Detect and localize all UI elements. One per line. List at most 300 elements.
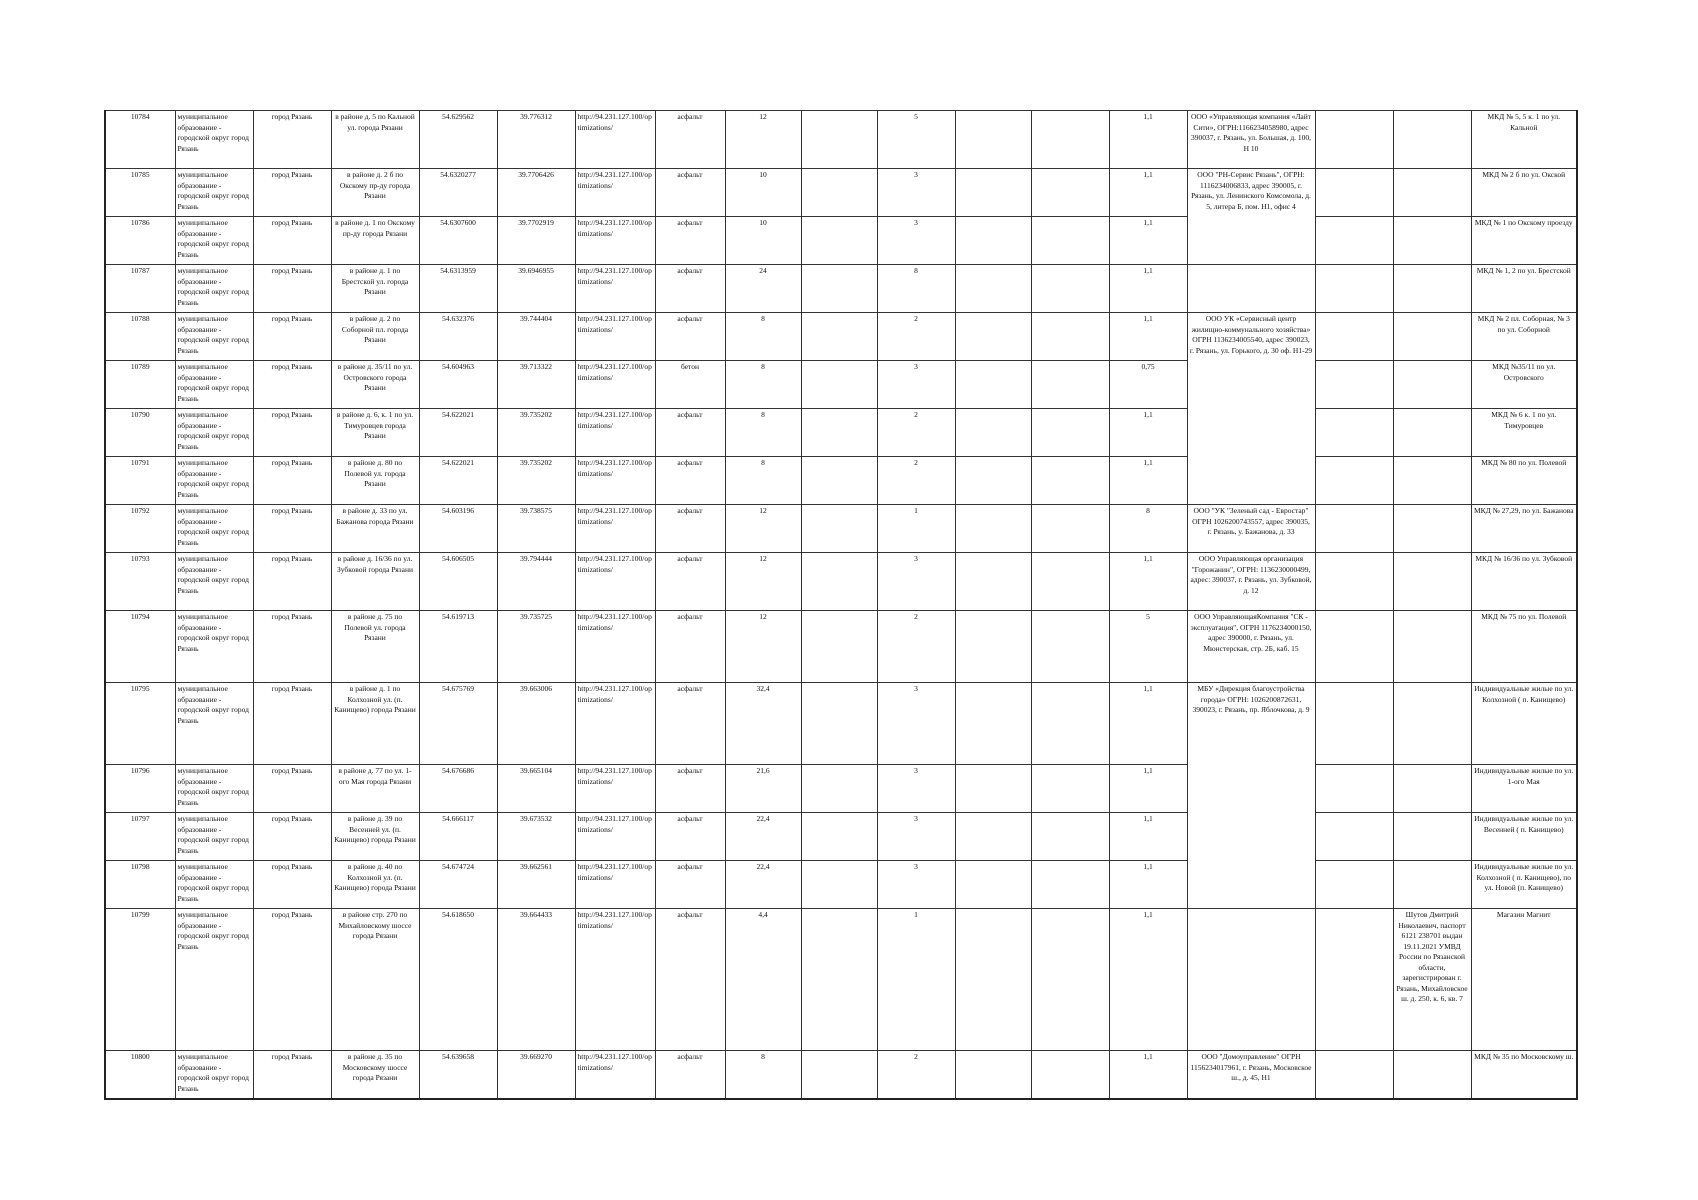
surface-cell: асфальт: [655, 457, 725, 505]
surface-cell: асфальт: [655, 313, 725, 361]
area-cell: 22,4: [725, 813, 801, 861]
empty-cell: [955, 265, 1031, 313]
empty-cell: [1031, 457, 1109, 505]
owner-cell: [1393, 813, 1471, 861]
surface-cell: асфальт: [655, 861, 725, 909]
link-cell: http://94.231.127.100/optimizations/: [575, 765, 655, 813]
container-count-cell: 1: [877, 505, 955, 553]
municipality-cell: муниципальное образование - городской округ город Рязань: [175, 909, 253, 1051]
empty-cell: [801, 361, 877, 409]
address-cell: в районе д. 80 по Полевой ул. города Рязани: [331, 457, 419, 505]
address-cell: в районе д. 2 по Соборной пл. города Рязани: [331, 313, 419, 361]
empty-cell: [1031, 909, 1109, 1051]
empty-cell: [801, 409, 877, 457]
municipality-cell: муниципальное образование - городской округ город Рязань: [175, 861, 253, 909]
table-row: [105, 361, 1577, 409]
municipality-cell: муниципальное образование - городской округ город Рязань: [175, 313, 253, 361]
address-cell: в районе д. 35/11 по ул. Островского города Рязани: [331, 361, 419, 409]
served-objects-cell: МКД №35/11 по ул. Островского: [1471, 361, 1577, 409]
settlement-cell: город Рязань: [253, 457, 331, 505]
empty-cell: [801, 1051, 877, 1099]
table-row: [105, 861, 1577, 909]
empty-cell: [955, 909, 1031, 1051]
empty-cell: [801, 813, 877, 861]
settlement-cell: город Рязань: [253, 1051, 331, 1099]
longitude-cell: 39.669270: [497, 1051, 575, 1099]
link-cell: http://94.231.127.100/optimizations/: [575, 1051, 655, 1099]
empty-cell: [801, 217, 877, 265]
container-count-cell: 2: [877, 1051, 955, 1099]
served-objects-cell: МКД № 1 по Окскому проезду: [1471, 217, 1577, 265]
empty-cell: [1315, 169, 1393, 217]
settlement-cell: город Рязань: [253, 813, 331, 861]
id-cell: 10794: [105, 611, 175, 683]
container-volume-cell: 1,1: [1109, 217, 1187, 265]
owner-cell: [1393, 765, 1471, 813]
address-cell: в районе д. 1 по Брестской ул. города Рязани: [331, 265, 419, 313]
municipality-cell: муниципальное образование - городской округ город Рязань: [175, 111, 253, 169]
surface-cell: асфальт: [655, 683, 725, 765]
id-cell: 10785: [105, 169, 175, 217]
table-row: [105, 1051, 1577, 1099]
container-volume-cell: 1,1: [1109, 169, 1187, 217]
link-cell: http://94.231.127.100/optimizations/: [575, 505, 655, 553]
id-cell: 10788: [105, 313, 175, 361]
registry-table: [104, 110, 1578, 1100]
municipality-cell: муниципальное образование - городской округ город Рязань: [175, 217, 253, 265]
municipality-cell: муниципальное образование - городской округ город Рязань: [175, 265, 253, 313]
id-cell: 10784: [105, 111, 175, 169]
container-count-cell: 3: [877, 361, 955, 409]
surface-cell: асфальт: [655, 909, 725, 1051]
empty-cell: [955, 765, 1031, 813]
area-cell: 12: [725, 611, 801, 683]
served-objects-cell: МКД № 2 пл. Соборная, № 3 по ул. Соборной: [1471, 313, 1577, 361]
empty-cell: [1031, 169, 1109, 217]
organization-cell: ООО «Управляющая компания «Лайт Сити», ОГРН:1166234058980, адрес 390037, г. Рязань, ул. Большая, д. 100, Н 10: [1187, 111, 1315, 169]
table-body: [105, 111, 1577, 1099]
settlement-cell: город Рязань: [253, 217, 331, 265]
empty-cell: [955, 409, 1031, 457]
surface-cell: асфальт: [655, 611, 725, 683]
owner-cell: [1393, 313, 1471, 361]
surface-cell: асфальт: [655, 265, 725, 313]
surface-cell: асфальт: [655, 409, 725, 457]
surface-cell: асфальт: [655, 169, 725, 217]
municipality-cell: муниципальное образование - городской округ город Рязань: [175, 505, 253, 553]
table-row: [105, 909, 1577, 1051]
served-objects-cell: Индивидуальные жилые по ул. 1-ого Мая: [1471, 765, 1577, 813]
empty-cell: [801, 265, 877, 313]
container-count-cell: 2: [877, 611, 955, 683]
served-objects-cell: Магазин Магнит: [1471, 909, 1577, 1051]
id-cell: 10787: [105, 265, 175, 313]
latitude-cell: 54.618650: [419, 909, 497, 1051]
settlement-cell: город Рязань: [253, 169, 331, 217]
empty-cell: [801, 683, 877, 765]
id-cell: 10798: [105, 861, 175, 909]
container-volume-cell: 1,1: [1109, 313, 1187, 361]
owner-cell: [1393, 611, 1471, 683]
table-row: [105, 505, 1577, 553]
longitude-cell: 39.662561: [497, 861, 575, 909]
empty-cell: [1315, 553, 1393, 611]
container-volume-cell: 1,1: [1109, 765, 1187, 813]
latitude-cell: 54.676686: [419, 765, 497, 813]
empty-cell: [955, 813, 1031, 861]
longitude-cell: 39.665104: [497, 765, 575, 813]
longitude-cell: 39.6946955: [497, 265, 575, 313]
owner-cell: [1393, 861, 1471, 909]
settlement-cell: город Рязань: [253, 361, 331, 409]
empty-cell: [1315, 457, 1393, 505]
id-cell: 10791: [105, 457, 175, 505]
container-count-cell: 8: [877, 265, 955, 313]
address-cell: в районе д. 77 по ул. 1-ого Мая города Рязани: [331, 765, 419, 813]
surface-cell: асфальт: [655, 553, 725, 611]
longitude-cell: 39.713322: [497, 361, 575, 409]
container-count-cell: 2: [877, 409, 955, 457]
area-cell: 8: [725, 313, 801, 361]
latitude-cell: 54.622021: [419, 409, 497, 457]
empty-cell: [1031, 111, 1109, 169]
id-cell: 10793: [105, 553, 175, 611]
latitude-cell: 54.604963: [419, 361, 497, 409]
settlement-cell: город Рязань: [253, 265, 331, 313]
address-cell: в районе д. 1 по Окскому пр-ду города Рязани: [331, 217, 419, 265]
id-cell: 10792: [105, 505, 175, 553]
area-cell: 10: [725, 169, 801, 217]
table-row: [105, 313, 1577, 361]
served-objects-cell: МКД № 27,29, по ул. Бажанова: [1471, 505, 1577, 553]
empty-cell: [955, 111, 1031, 169]
empty-cell: [1315, 313, 1393, 361]
latitude-cell: 54.619713: [419, 611, 497, 683]
area-cell: 4,4: [725, 909, 801, 1051]
settlement-cell: город Рязань: [253, 861, 331, 909]
empty-cell: [1315, 765, 1393, 813]
container-count-cell: 3: [877, 217, 955, 265]
table-row: [105, 111, 1577, 169]
served-objects-cell: МКД № 75 по ул. Полевой: [1471, 611, 1577, 683]
empty-cell: [801, 553, 877, 611]
latitude-cell: 54.6307600: [419, 217, 497, 265]
served-objects-cell: Индивидуальные жилые по ул. Колхозной ( п. Канищево), по ул. Новой (п. Канищево): [1471, 861, 1577, 909]
municipality-cell: муниципальное образование - городской округ город Рязань: [175, 813, 253, 861]
table-row: [105, 265, 1577, 313]
longitude-cell: 39.735202: [497, 457, 575, 505]
empty-cell: [955, 611, 1031, 683]
address-cell: в районе д. 16/36 по ул. Зубковой города Рязани: [331, 553, 419, 611]
longitude-cell: 39.735725: [497, 611, 575, 683]
settlement-cell: город Рязань: [253, 409, 331, 457]
empty-cell: [955, 217, 1031, 265]
municipality-cell: муниципальное образование - городской округ город Рязань: [175, 553, 253, 611]
container-count-cell: 3: [877, 813, 955, 861]
settlement-cell: город Рязань: [253, 683, 331, 765]
empty-cell: [801, 169, 877, 217]
empty-cell: [1315, 505, 1393, 553]
empty-cell: [1031, 505, 1109, 553]
empty-cell: [955, 683, 1031, 765]
municipality-cell: муниципальное образование - городской округ город Рязань: [175, 409, 253, 457]
container-volume-cell: 1,1: [1109, 813, 1187, 861]
surface-cell: асфальт: [655, 765, 725, 813]
container-count-cell: 3: [877, 861, 955, 909]
empty-cell: [1031, 861, 1109, 909]
link-cell: http://94.231.127.100/optimizations/: [575, 683, 655, 765]
empty-cell: [801, 611, 877, 683]
owner-cell: [1393, 217, 1471, 265]
empty-cell: [955, 457, 1031, 505]
address-cell: в районе д. 35 по Московскому шоссе города Рязани: [331, 1051, 419, 1099]
settlement-cell: город Рязань: [253, 313, 331, 361]
municipality-cell: муниципальное образование - городской округ город Рязань: [175, 611, 253, 683]
served-objects-cell: МКД № 16/36 по ул. Зубковой: [1471, 553, 1577, 611]
container-volume-cell: 1,1: [1109, 1051, 1187, 1099]
longitude-cell: 39.664433: [497, 909, 575, 1051]
served-objects-cell: МКД № 2 б по ул. Окской: [1471, 169, 1577, 217]
area-cell: 10: [725, 217, 801, 265]
container-volume-cell: 1,1: [1109, 265, 1187, 313]
link-cell: http://94.231.127.100/optimizations/: [575, 111, 655, 169]
municipality-cell: муниципальное образование - городской округ город Рязань: [175, 457, 253, 505]
empty-cell: [955, 553, 1031, 611]
empty-cell: [955, 1051, 1031, 1099]
latitude-cell: 54.675769: [419, 683, 497, 765]
empty-cell: [1031, 409, 1109, 457]
container-volume-cell: 1,1: [1109, 111, 1187, 169]
settlement-cell: город Рязань: [253, 553, 331, 611]
owner-cell: [1393, 111, 1471, 169]
address-cell: в районе д. 75 по Полевой ул. города Рязани: [331, 611, 419, 683]
container-volume-cell: 1,1: [1109, 457, 1187, 505]
link-cell: http://94.231.127.100/optimizations/: [575, 217, 655, 265]
empty-cell: [1315, 861, 1393, 909]
municipality-cell: муниципальное образование - городской округ город Рязань: [175, 169, 253, 217]
container-volume-cell: 1,1: [1109, 909, 1187, 1051]
empty-cell: [1315, 909, 1393, 1051]
latitude-cell: 54.666117: [419, 813, 497, 861]
latitude-cell: 54.6320277: [419, 169, 497, 217]
id-cell: 10797: [105, 813, 175, 861]
latitude-cell: 54.622021: [419, 457, 497, 505]
municipality-cell: муниципальное образование - городской округ город Рязань: [175, 1051, 253, 1099]
surface-cell: асфальт: [655, 813, 725, 861]
empty-cell: [1031, 265, 1109, 313]
area-cell: 12: [725, 505, 801, 553]
container-volume-cell: 1,1: [1109, 861, 1187, 909]
settlement-cell: город Рязань: [253, 765, 331, 813]
organization-cell: ООО "РН-Сервис Рязань", ОГРН: 1116234006833, адрес 390005, г. Рязань, ул. Ленинского Комсомола, д. 5, литера Б, пом. Н1, офис 4: [1187, 169, 1315, 265]
empty-cell: [801, 111, 877, 169]
empty-cell: [1031, 553, 1109, 611]
table-row: [105, 553, 1577, 611]
address-cell: в районе д. 33 по ул. Бажанова города Рязани: [331, 505, 419, 553]
owner-cell: [1393, 683, 1471, 765]
settlement-cell: город Рязань: [253, 611, 331, 683]
empty-cell: [1031, 217, 1109, 265]
area-cell: 21,6: [725, 765, 801, 813]
address-cell: в районе д. 6, к. 1 по ул. Тимуровцев города Рязани: [331, 409, 419, 457]
area-cell: 24: [725, 265, 801, 313]
empty-cell: [801, 313, 877, 361]
longitude-cell: 39.738575: [497, 505, 575, 553]
settlement-cell: город Рязань: [253, 111, 331, 169]
link-cell: http://94.231.127.100/optimizations/: [575, 861, 655, 909]
table-row: [105, 683, 1577, 765]
area-cell: 8: [725, 457, 801, 505]
longitude-cell: 39.794444: [497, 553, 575, 611]
municipality-cell: муниципальное образование - городской округ город Рязань: [175, 361, 253, 409]
empty-cell: [1031, 1051, 1109, 1099]
link-cell: http://94.231.127.100/optimizations/: [575, 361, 655, 409]
link-cell: http://94.231.127.100/optimizations/: [575, 265, 655, 313]
link-cell: http://94.231.127.100/optimizations/: [575, 813, 655, 861]
table-row: [105, 217, 1577, 265]
longitude-cell: 39.776312: [497, 111, 575, 169]
container-count-cell: 1: [877, 909, 955, 1051]
empty-cell: [1031, 813, 1109, 861]
empty-cell: [1315, 683, 1393, 765]
served-objects-cell: МКД № 35 по Московскому ш.: [1471, 1051, 1577, 1099]
container-volume-cell: 1,1: [1109, 683, 1187, 765]
link-cell: http://94.231.127.100/optimizations/: [575, 553, 655, 611]
municipality-cell: муниципальное образование - городской округ город Рязань: [175, 683, 253, 765]
container-count-cell: 2: [877, 457, 955, 505]
empty-cell: [1031, 765, 1109, 813]
latitude-cell: 54.632376: [419, 313, 497, 361]
served-objects-cell: МКД № 5, 5 к. 1 по ул. Кальной: [1471, 111, 1577, 169]
address-cell: в районе стр. 270 по Михайловскому шоссе города Рязани: [331, 909, 419, 1051]
container-volume-cell: 0,75: [1109, 361, 1187, 409]
latitude-cell: 54.674724: [419, 861, 497, 909]
area-cell: 8: [725, 1051, 801, 1099]
area-cell: 8: [725, 361, 801, 409]
id-cell: 10796: [105, 765, 175, 813]
surface-cell: асфальт: [655, 505, 725, 553]
longitude-cell: 39.735202: [497, 409, 575, 457]
table-row: [105, 813, 1577, 861]
table-row: [105, 409, 1577, 457]
surface-cell: асфальт: [655, 1051, 725, 1099]
latitude-cell: 54.603196: [419, 505, 497, 553]
served-objects-cell: МКД № 80 по ул. Полевой: [1471, 457, 1577, 505]
address-cell: в районе д. 2 б по Окскому пр-ду города Рязани: [331, 169, 419, 217]
empty-cell: [1315, 611, 1393, 683]
id-cell: 10795: [105, 683, 175, 765]
settlement-cell: город Рязань: [253, 505, 331, 553]
empty-cell: [1315, 265, 1393, 313]
empty-cell: [955, 313, 1031, 361]
owner-cell: [1393, 553, 1471, 611]
area-cell: 12: [725, 111, 801, 169]
surface-cell: асфальт: [655, 111, 725, 169]
link-cell: http://94.231.127.100/optimizations/: [575, 313, 655, 361]
latitude-cell: 54.639658: [419, 1051, 497, 1099]
container-volume-cell: 1,1: [1109, 409, 1187, 457]
longitude-cell: 39.663006: [497, 683, 575, 765]
empty-cell: [1031, 361, 1109, 409]
area-cell: 12: [725, 553, 801, 611]
table-row: [105, 611, 1577, 683]
table-row: [105, 457, 1577, 505]
address-cell: в районе д. 40 по Колхозной ул. (п. Канищево) города Рязани: [331, 861, 419, 909]
latitude-cell: 54.629562: [419, 111, 497, 169]
address-cell: в районе д. 39 по Весенней ул. (п. Канищево) города Рязани: [331, 813, 419, 861]
owner-cell: Шутов Дмитрий Николаевич, паспорт 6121 238701 выдан 19.11.2021 УМВД России по Рязанской области, зарегистрирован г. Рязань, Михайловское ш. д. 250, к. 6, кв. 7: [1393, 909, 1471, 1051]
container-count-cell: 2: [877, 313, 955, 361]
table-row: [105, 765, 1577, 813]
container-count-cell: 5: [877, 111, 955, 169]
empty-cell: [801, 457, 877, 505]
municipality-cell: муниципальное образование - городской округ город Рязань: [175, 765, 253, 813]
owner-cell: [1393, 505, 1471, 553]
empty-cell: [1315, 361, 1393, 409]
empty-cell: [1315, 217, 1393, 265]
empty-cell: [801, 505, 877, 553]
owner-cell: [1393, 457, 1471, 505]
id-cell: 10789: [105, 361, 175, 409]
area-cell: 22,4: [725, 861, 801, 909]
container-count-cell: 3: [877, 553, 955, 611]
surface-cell: асфальт: [655, 217, 725, 265]
link-cell: http://94.231.127.100/optimizations/: [575, 457, 655, 505]
empty-cell: [1315, 111, 1393, 169]
organization-cell: ООО "УК "Зеленый сад - Евростар" ОГРН 1026200743557, адрес 390035, г. Рязань, у. Бажанова, д. 33: [1187, 505, 1315, 553]
served-objects-cell: Индивидуальные жилые по ул. Колхозной ( п. Канищево): [1471, 683, 1577, 765]
organization-cell: ООО УправляющаяКомпания "СК - эксплуатация", ОГРН 1176234000150, адрес 390000, г. Рязань, ул. Мюнстерская, стр. 2Б, каб. 15: [1187, 611, 1315, 683]
link-cell: http://94.231.127.100/optimizations/: [575, 611, 655, 683]
empty-cell: [955, 361, 1031, 409]
area-cell: 32,4: [725, 683, 801, 765]
owner-cell: [1393, 1051, 1471, 1099]
empty-cell: [955, 505, 1031, 553]
organization-cell: [1187, 909, 1315, 1051]
owner-cell: [1393, 361, 1471, 409]
owner-cell: [1393, 169, 1471, 217]
container-count-cell: 3: [877, 169, 955, 217]
container-count-cell: 3: [877, 683, 955, 765]
empty-cell: [1315, 813, 1393, 861]
longitude-cell: 39.7706426: [497, 169, 575, 217]
longitude-cell: 39.673532: [497, 813, 575, 861]
empty-cell: [1031, 611, 1109, 683]
id-cell: 10800: [105, 1051, 175, 1099]
longitude-cell: 39.7702919: [497, 217, 575, 265]
served-objects-cell: Индивидуальные жилые по ул. Весенней ( п. Канищево): [1471, 813, 1577, 861]
empty-cell: [801, 861, 877, 909]
organization-cell: ООО "Домоуправление" ОГРН 1156234017961, г. Рязань, Московское ш., д. 45, Н1: [1187, 1051, 1315, 1099]
container-volume-cell: 8: [1109, 505, 1187, 553]
empty-cell: [801, 765, 877, 813]
latitude-cell: 54.606505: [419, 553, 497, 611]
organization-cell: [1187, 265, 1315, 313]
empty-cell: [1315, 409, 1393, 457]
empty-cell: [1031, 683, 1109, 765]
address-cell: в районе д. 1 по Колхозной ул. (п. Канищево) города Рязани: [331, 683, 419, 765]
organization-cell: ООО Управляющая организация "Горожанин", ОГРН: 1136230000499, адрес: 390037, г. Рязань, ул. Зубковой, д. 12: [1187, 553, 1315, 611]
id-cell: 10799: [105, 909, 175, 1051]
empty-cell: [955, 861, 1031, 909]
organization-cell: МБУ «Дирекция благоустройства города» ОГРН: 1026200872631, 390023, г. Рязань, пр. Яблочкова, д. 9: [1187, 683, 1315, 909]
longitude-cell: 39.744404: [497, 313, 575, 361]
link-cell: http://94.231.127.100/optimizations/: [575, 409, 655, 457]
empty-cell: [801, 909, 877, 1051]
link-cell: http://94.231.127.100/optimizations/: [575, 909, 655, 1051]
table-row: [105, 169, 1577, 217]
surface-cell: бетон: [655, 361, 725, 409]
